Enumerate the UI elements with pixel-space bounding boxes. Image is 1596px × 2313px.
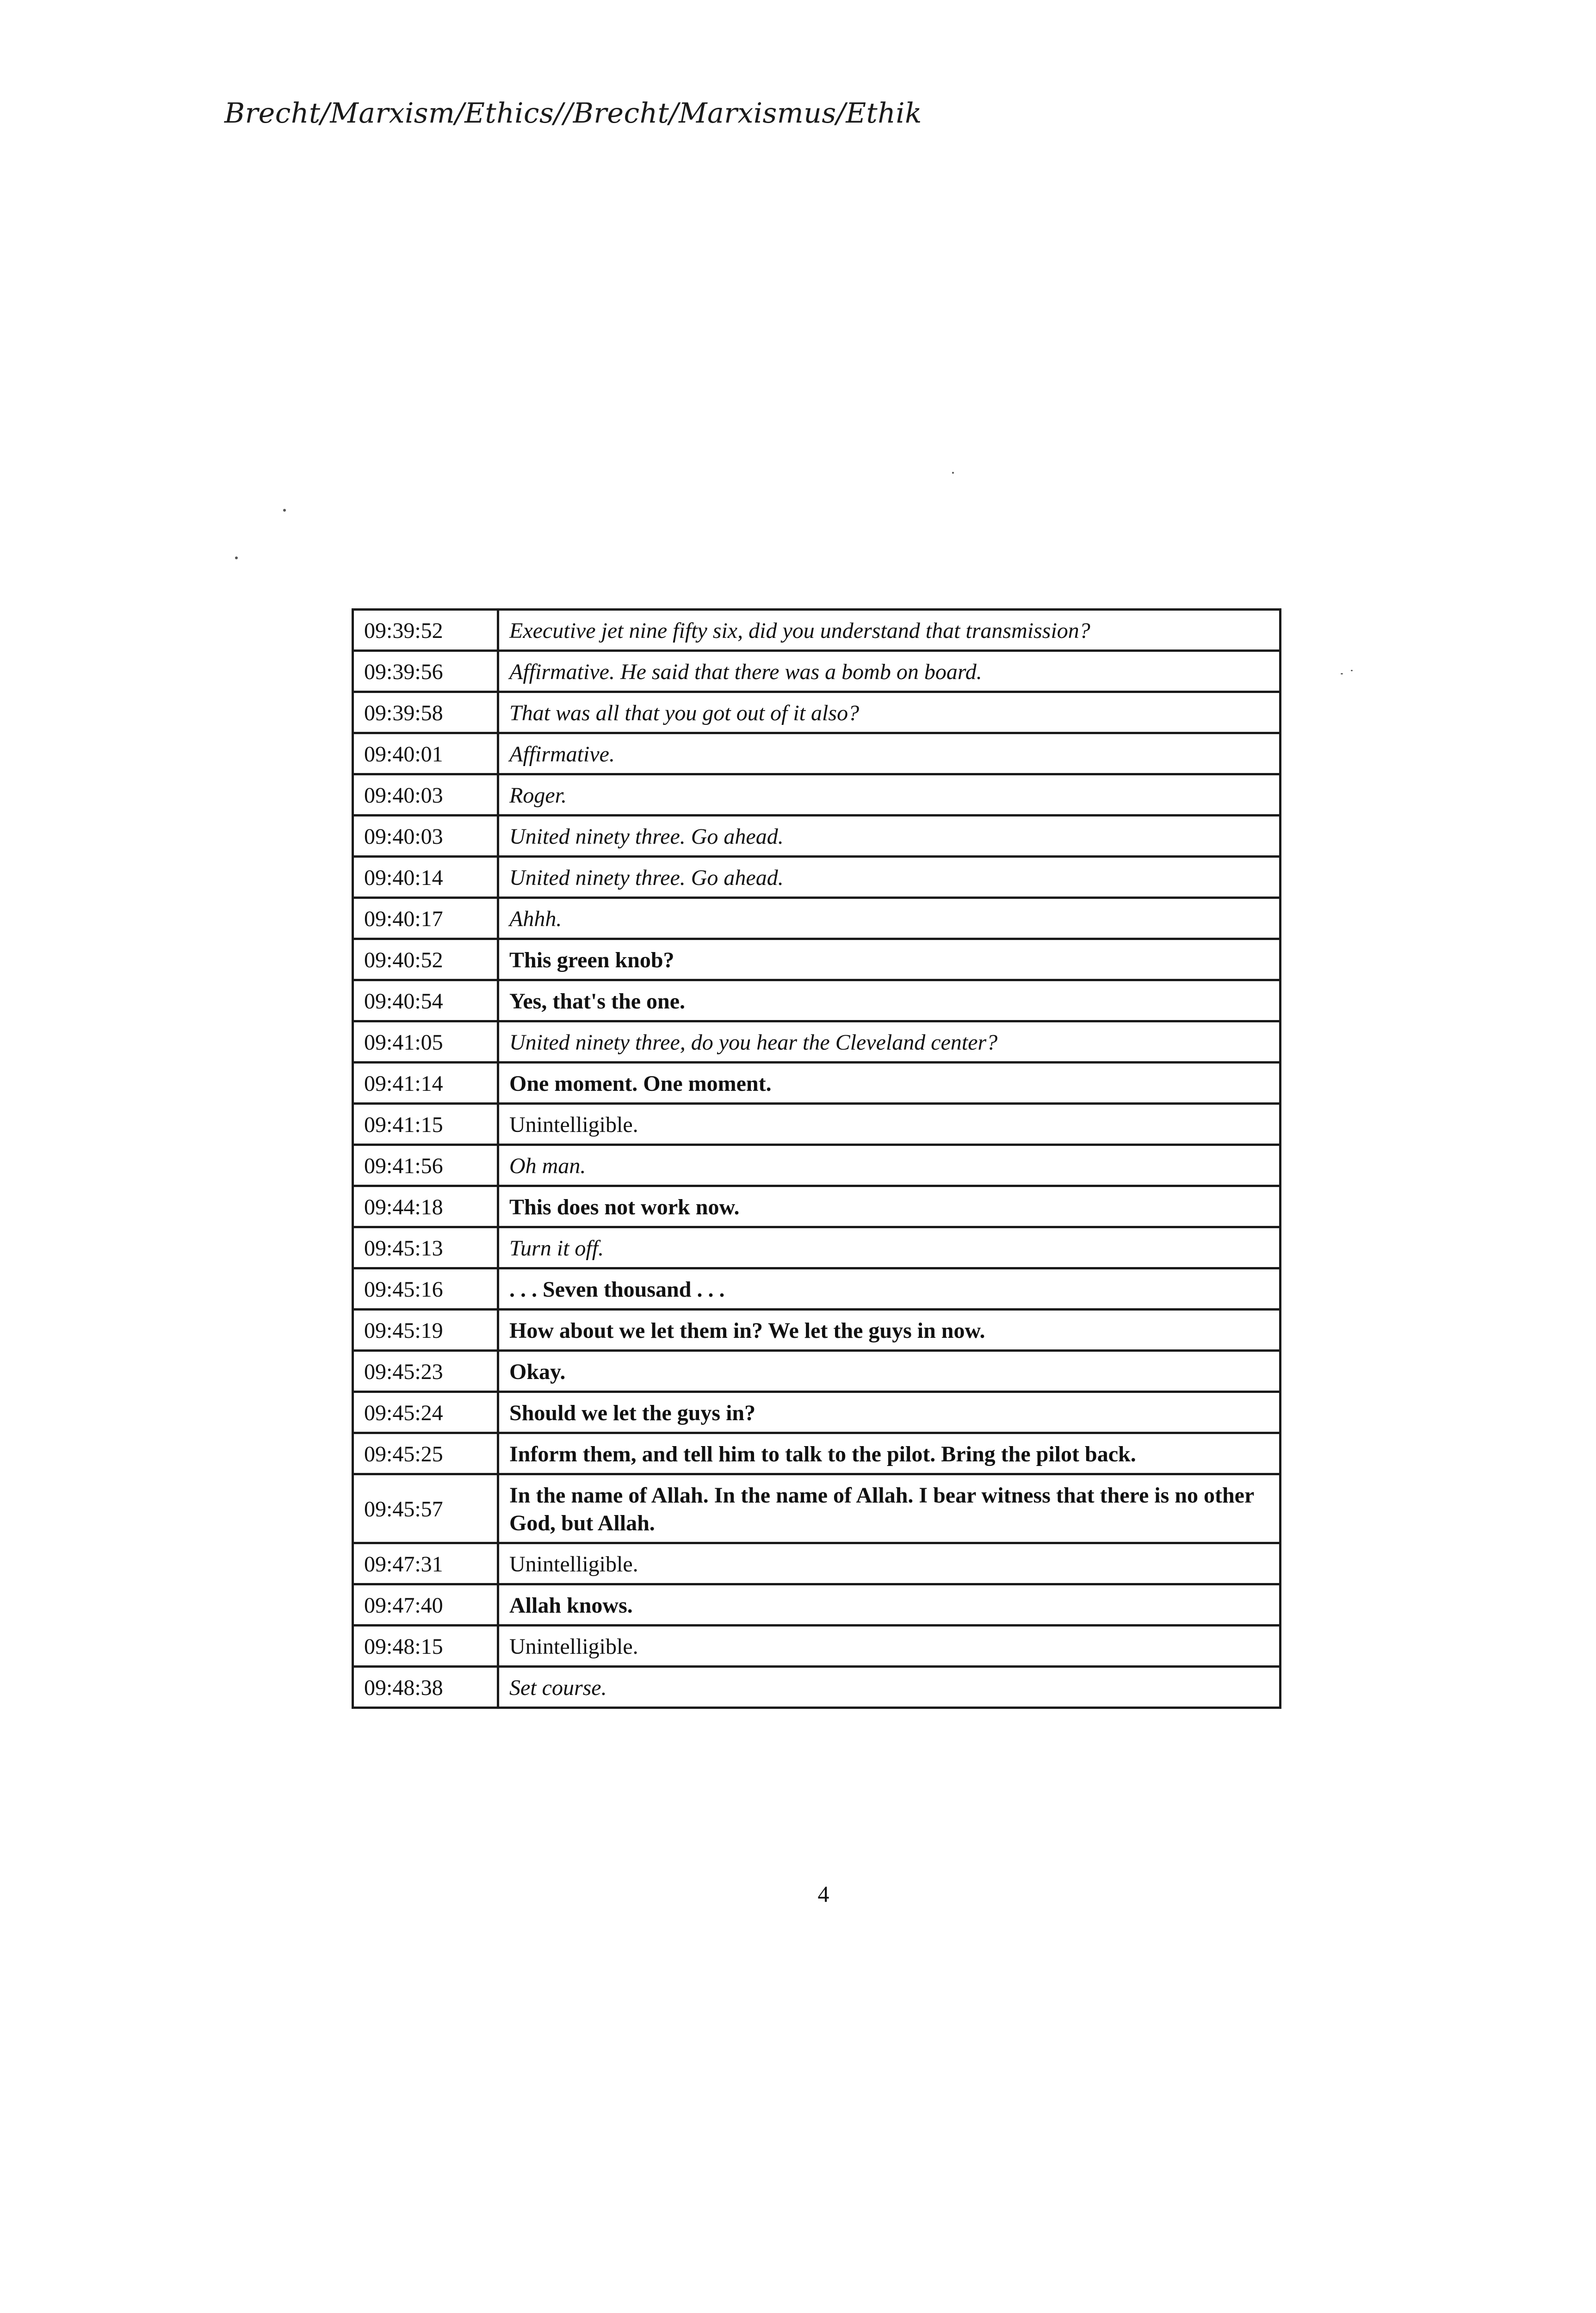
- transcript-row: [353, 1626, 1281, 1667]
- utterance-cell: That was all that you got out of it also?: [498, 692, 1281, 733]
- utterance-cell: Set course.: [498, 1667, 1281, 1708]
- scan-speck: [283, 509, 286, 512]
- timestamp-cell: 09:45:23: [353, 1351, 498, 1392]
- transcript-row: [353, 1104, 1281, 1145]
- utterance-cell: Allah knows.: [498, 1584, 1281, 1626]
- timestamp-cell: 09:40:03: [353, 774, 498, 816]
- timestamp-cell: 09:41:15: [353, 1104, 498, 1145]
- utterance-cell: Inform them, and tell him to talk to the pilot. Bring the pilot back.: [498, 1433, 1281, 1474]
- timestamp-cell: 09:40:17: [353, 898, 498, 939]
- transcript-table: [352, 608, 1281, 1709]
- scan-speck: [952, 472, 954, 474]
- transcript-row: [353, 980, 1281, 1021]
- timestamp-cell: 09:45:19: [353, 1310, 498, 1351]
- timestamp-cell: 09:47:31: [353, 1543, 498, 1584]
- utterance-cell: United ninety three. Go ahead.: [498, 857, 1281, 898]
- timestamp-cell: 09:45:13: [353, 1227, 498, 1268]
- timestamp-cell: 09:40:14: [353, 857, 498, 898]
- timestamp-cell: 09:40:52: [353, 939, 498, 980]
- transcript-row: [353, 1063, 1281, 1104]
- timestamp-cell: 09:41:14: [353, 1063, 498, 1104]
- transcript-row: [353, 1474, 1281, 1543]
- transcript-row: [353, 733, 1281, 774]
- transcript-row: [353, 1584, 1281, 1626]
- timestamp-cell: 09:41:56: [353, 1145, 498, 1186]
- utterance-cell: This does not work now.: [498, 1186, 1281, 1227]
- timestamp-cell: 09:39:58: [353, 692, 498, 733]
- timestamp-cell: 09:40:54: [353, 980, 498, 1021]
- timestamp-cell: 09:40:01: [353, 733, 498, 774]
- utterance-cell: Unintelligible.: [498, 1626, 1281, 1667]
- timestamp-cell: 09:45:24: [353, 1392, 498, 1433]
- transcript-row: [353, 1227, 1281, 1268]
- utterance-cell: In the name of Allah. In the name of Allah. I bear witness that there is no other God, but Allah.: [498, 1474, 1281, 1543]
- utterance-cell: Affirmative. He said that there was a bomb on board.: [498, 651, 1281, 692]
- timestamp-cell: 09:45:16: [353, 1268, 498, 1310]
- scan-speck: [1351, 670, 1353, 671]
- transcript-row: [353, 1667, 1281, 1708]
- timestamp-cell: 09:48:38: [353, 1667, 498, 1708]
- transcript-row: [353, 816, 1281, 857]
- timestamp-cell: 09:39:52: [353, 610, 498, 651]
- transcript-row: [353, 1351, 1281, 1392]
- transcript-row: [353, 857, 1281, 898]
- utterance-cell: One moment. One moment.: [498, 1063, 1281, 1104]
- utterance-cell: United ninety three, do you hear the Cleveland center?: [498, 1021, 1281, 1063]
- scan-speck: [235, 557, 238, 559]
- transcript-row: [353, 1392, 1281, 1433]
- transcript-body: [353, 610, 1281, 1708]
- utterance-cell: Yes, that's the one.: [498, 980, 1281, 1021]
- transcript-row: [353, 1310, 1281, 1351]
- utterance-cell: Unintelligible.: [498, 1543, 1281, 1584]
- utterance-cell: . . . Seven thousand . . .: [498, 1268, 1281, 1310]
- timestamp-cell: 09:41:05: [353, 1021, 498, 1063]
- utterance-cell: Unintelligible.: [498, 1104, 1281, 1145]
- utterance-cell: Ahhh.: [498, 898, 1281, 939]
- timestamp-cell: 09:44:18: [353, 1186, 498, 1227]
- transcript-row: [353, 1145, 1281, 1186]
- utterance-cell: Okay.: [498, 1351, 1281, 1392]
- timestamp-cell: 09:39:56: [353, 651, 498, 692]
- timestamp-cell: 09:47:40: [353, 1584, 498, 1626]
- utterance-cell: Affirmative.: [498, 733, 1281, 774]
- scan-speck: [1341, 673, 1343, 674]
- transcript-row: [353, 692, 1281, 733]
- utterance-cell: United ninety three. Go ahead.: [498, 816, 1281, 857]
- timestamp-cell: 09:45:57: [353, 1474, 498, 1543]
- running-header: Brecht/Marxism/Ethics//Brecht/Marxismus/Ethik: [224, 97, 922, 130]
- utterance-cell: Executive jet nine fifty six, did you understand that transmission?: [498, 610, 1281, 651]
- timestamp-cell: 09:40:03: [353, 816, 498, 857]
- timestamp-cell: 09:48:15: [353, 1626, 498, 1667]
- utterance-cell: Roger.: [498, 774, 1281, 816]
- transcript-row: [353, 1543, 1281, 1584]
- transcript-row: [353, 1186, 1281, 1227]
- transcript-row: [353, 1433, 1281, 1474]
- transcript-row: [353, 774, 1281, 816]
- transcript-row: [353, 898, 1281, 939]
- utterance-cell: Turn it off.: [498, 1227, 1281, 1268]
- utterance-cell: This green knob?: [498, 939, 1281, 980]
- transcript-row: [353, 1021, 1281, 1063]
- inner-page-number: 4: [817, 1881, 829, 1907]
- utterance-cell: How about we let them in? We let the guys in now.: [498, 1310, 1281, 1351]
- transcript-row: [353, 939, 1281, 980]
- utterance-cell: Oh man.: [498, 1145, 1281, 1186]
- utterance-cell: Should we let the guys in?: [498, 1392, 1281, 1433]
- transcript-row: [353, 1268, 1281, 1310]
- transcript-row: [353, 610, 1281, 651]
- timestamp-cell: 09:45:25: [353, 1433, 498, 1474]
- transcript-row: [353, 651, 1281, 692]
